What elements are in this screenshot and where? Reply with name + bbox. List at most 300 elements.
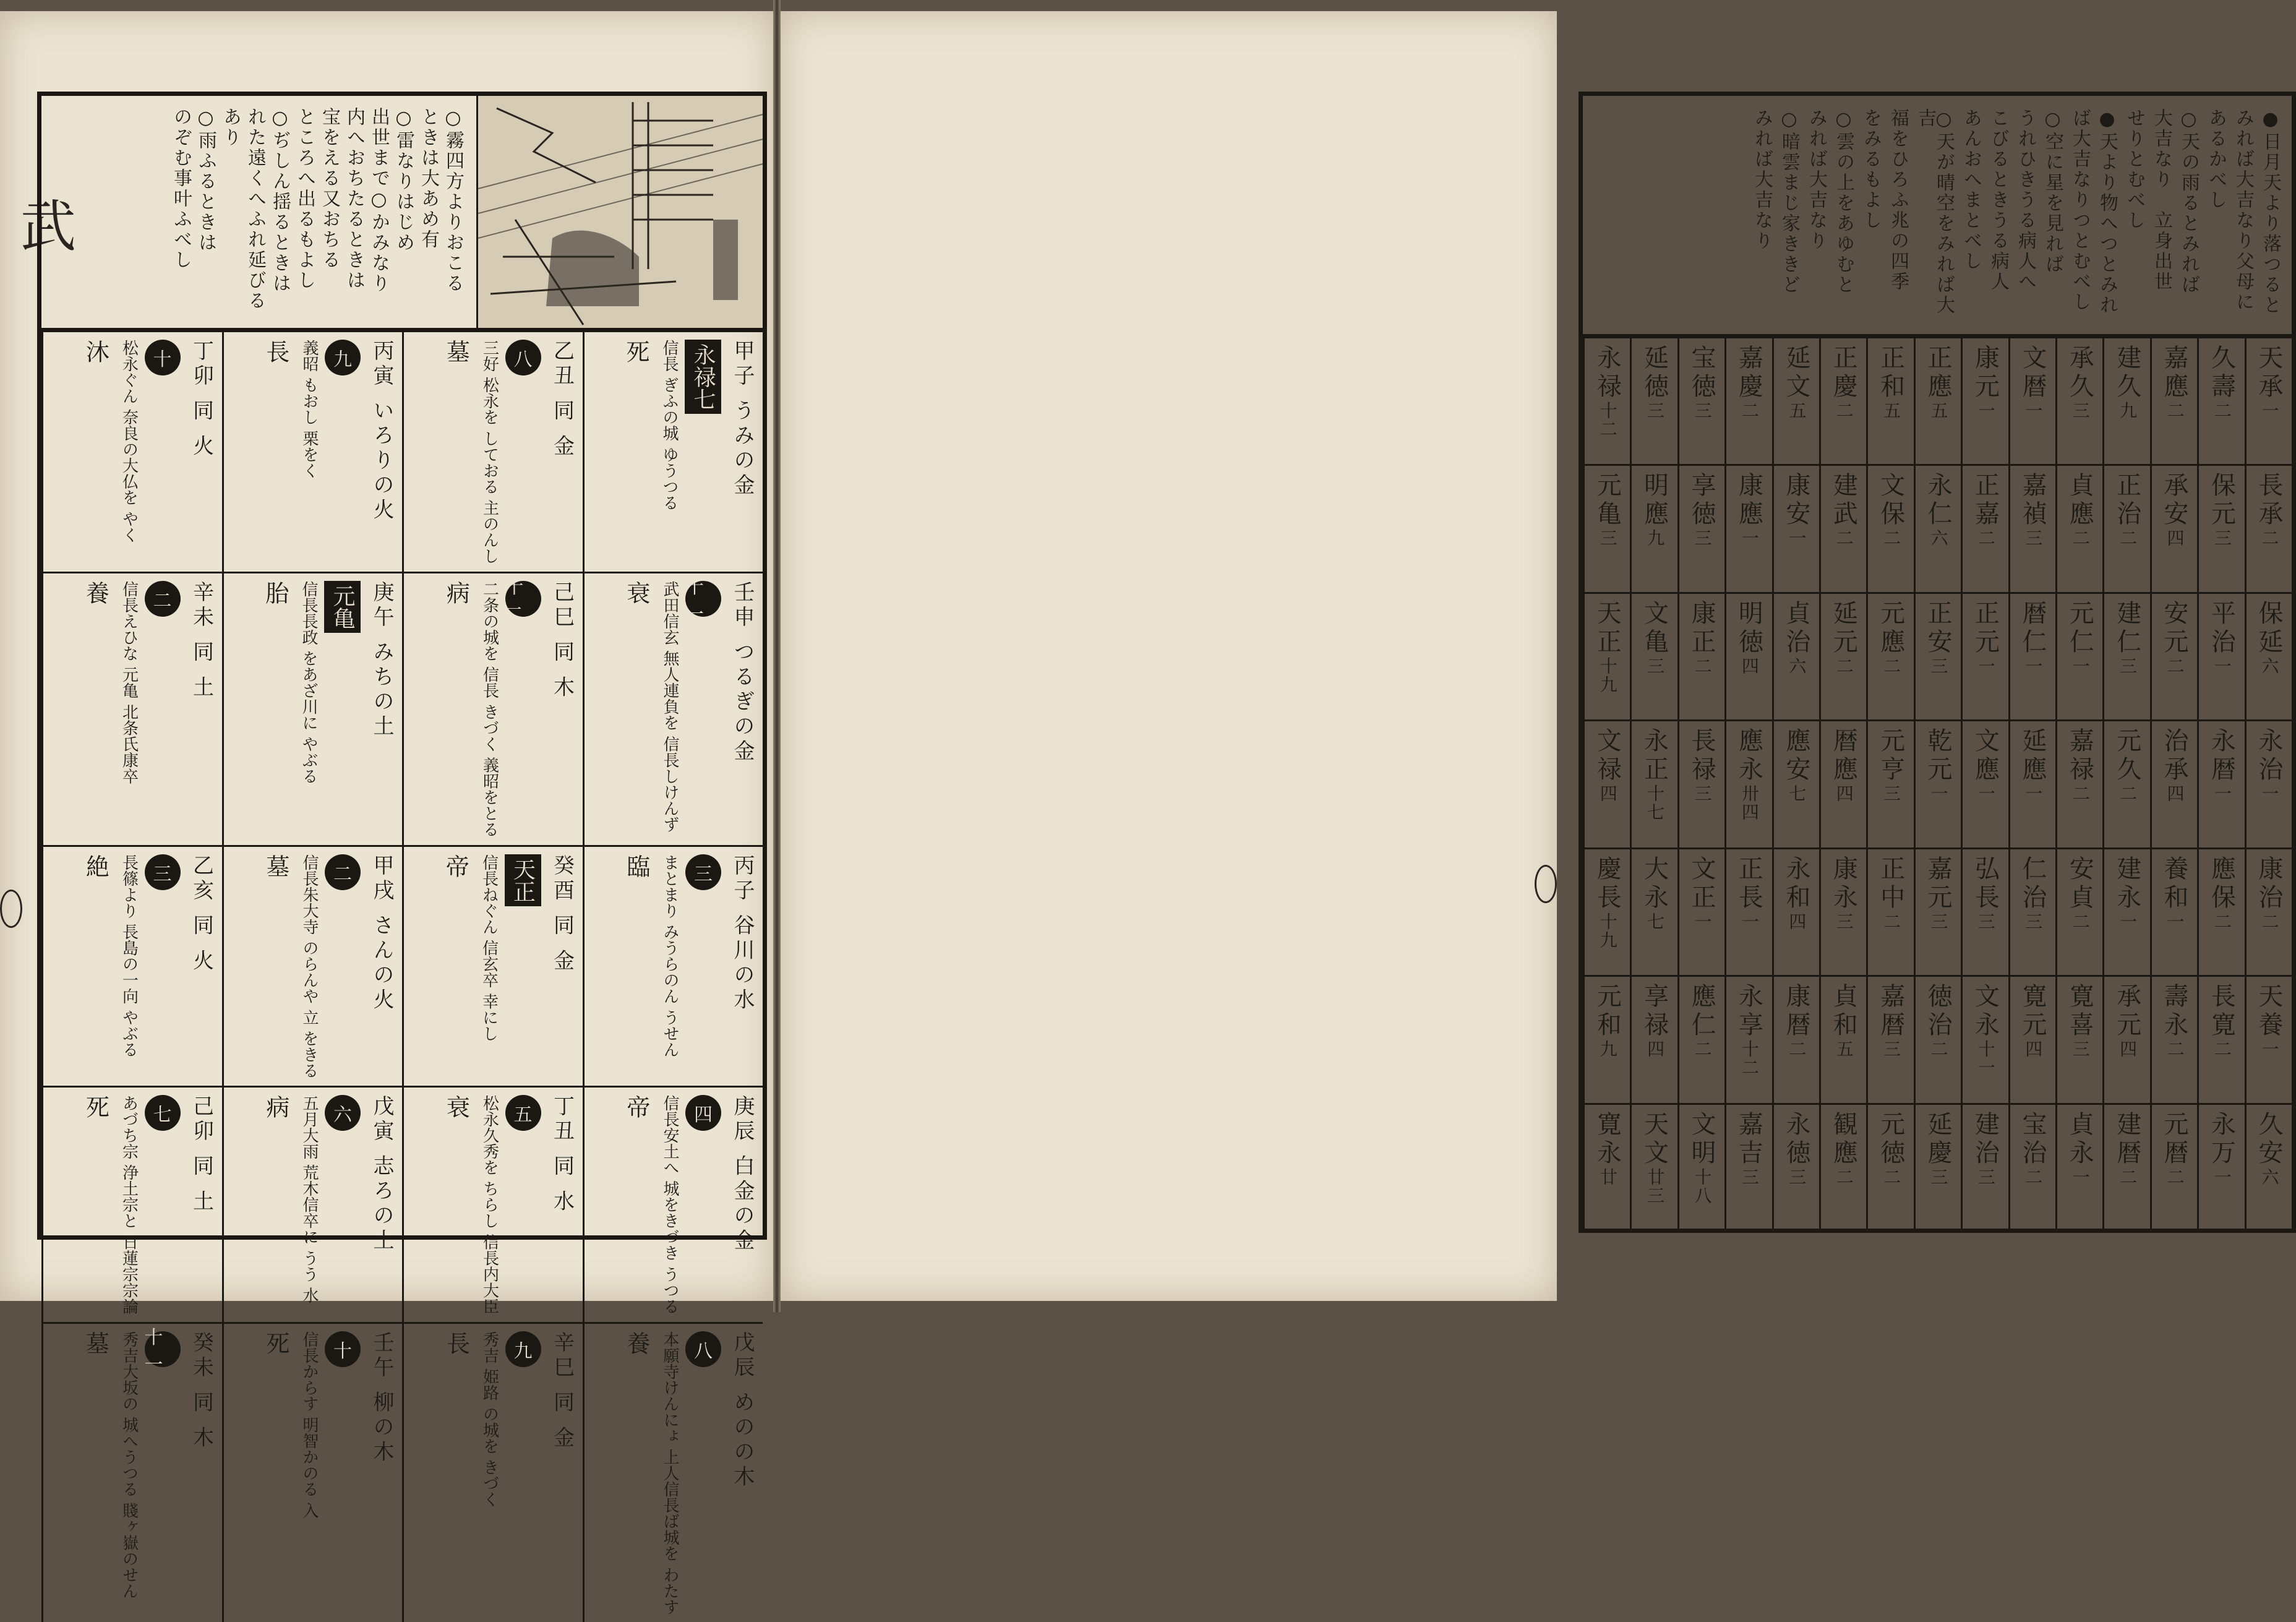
cell-note: 武田信玄 無人連負を 信長しけんず — [661, 580, 679, 833]
era-years: 四 — [2164, 784, 2185, 804]
era-years: 一 — [1928, 784, 1949, 804]
era-years: 四 — [2023, 1040, 2044, 1059]
era-years: 十九 — [1597, 656, 1618, 694]
cell-stage: 養 — [82, 580, 109, 604]
era-cell — [1914, 1103, 1961, 1230]
era-cell — [1819, 847, 1866, 975]
cell-ganzhi: 丁丑 同 水 — [549, 1095, 575, 1216]
dream-omen-line: あるかべし — [2205, 108, 2227, 210]
era-name: 大永 — [1640, 855, 1669, 912]
era-name: 永万 — [2207, 1110, 2236, 1168]
era-cell — [2150, 1103, 2197, 1230]
era-cell — [2055, 719, 2102, 847]
era-years: 二 — [1928, 1040, 1949, 1059]
era-years: 二 — [2117, 1167, 2138, 1186]
era-name: 安元 — [2160, 599, 2189, 657]
era-years: 一 — [2023, 401, 2044, 420]
era-cell — [1724, 464, 1771, 591]
dream-omen-line: こびるときうる病人 — [1987, 108, 2009, 292]
cell-note: 信長安土へ 城をきづき うつる — [661, 1095, 679, 1315]
era-cell — [2102, 1103, 2149, 1230]
era-cell — [1866, 337, 1913, 464]
cell-stage: 臨 — [622, 854, 650, 878]
era-years: 一 — [2259, 401, 2280, 420]
era-name: 嘉禄 — [2065, 727, 2094, 785]
era-cell — [1866, 464, 1913, 591]
era-years: 三 — [1692, 401, 1713, 420]
era-name: 弘長 — [1971, 855, 2000, 912]
era-name: 康治 — [2254, 855, 2283, 912]
era-years: 一 — [2211, 784, 2232, 804]
cell-header — [325, 340, 361, 564]
era-name: 正安 — [1924, 599, 1953, 657]
era-name: 康永 — [1829, 855, 1858, 912]
era-name: 文禄 — [1593, 727, 1622, 785]
era-name: 仁治 — [2018, 855, 2047, 912]
cell-note: 義昭 もおし 栗をく — [300, 340, 319, 479]
era-years: 一 — [1739, 912, 1760, 931]
cell-header — [505, 1331, 541, 1615]
era-years: 二 — [1833, 529, 1854, 548]
era-cell — [1630, 847, 1677, 975]
cell-stage: 養 — [622, 1331, 650, 1355]
era-name-grid — [1583, 337, 2292, 1230]
cell-stage: 長 — [442, 1331, 470, 1355]
dream-omen-line: 大吉なり 立身出世 — [2151, 108, 2172, 292]
era-name: 文明 — [1687, 1110, 1716, 1168]
calendar-cell — [402, 845, 583, 1086]
era-years: 一 — [2211, 656, 2232, 676]
era-cell — [2197, 847, 2244, 975]
era-name: 観應 — [1829, 1110, 1858, 1168]
cell-header — [145, 340, 181, 564]
era-years: 一 — [1692, 912, 1713, 931]
era-cell — [1583, 719, 1630, 847]
era-cell — [1961, 592, 2008, 719]
era-cell — [1630, 337, 1677, 464]
era-years: 二 — [1692, 656, 1713, 676]
era-cell — [1866, 1103, 1913, 1230]
cell-stage: 衰 — [622, 580, 650, 604]
omen-line: ときは大あめ有 — [418, 107, 439, 250]
calendar-cell — [41, 845, 222, 1086]
era-years: 二 — [1786, 1040, 1807, 1059]
era-years: 十九 — [1597, 912, 1618, 950]
year-number-badge: 六 — [325, 1095, 361, 1131]
era-years: 四 — [1597, 784, 1618, 804]
cell-ganzhi: 己巳 同 木 — [549, 580, 575, 701]
cell-stage: 長 — [262, 340, 289, 363]
era-years: 十八 — [1692, 1167, 1713, 1205]
era-years: 五 — [1928, 401, 1949, 420]
cell-ganzhi: 丁卯 同 火 — [189, 340, 214, 460]
era-cell — [2055, 337, 2102, 464]
year-number-badge: 三 — [685, 854, 721, 890]
year-number-badge: 十二 — [505, 581, 541, 617]
era-cell — [1866, 975, 1913, 1102]
era-name: 文應 — [1971, 727, 2000, 785]
era-years: 三 — [1692, 784, 1713, 804]
era-cell — [2197, 464, 2244, 591]
era-years: 一 — [2070, 656, 2091, 676]
omen-line: 宝をえる又おちる — [319, 107, 340, 270]
era-name: 享禄 — [1640, 983, 1669, 1041]
era-cell — [2245, 719, 2292, 847]
era-cell — [2245, 847, 2292, 975]
left-page — [0, 11, 773, 1615]
year-number-badge: 八 — [505, 340, 541, 375]
era-cell — [2197, 1103, 2244, 1230]
era-cell — [1724, 337, 1771, 464]
year-number-badge: 八 — [685, 1331, 721, 1367]
era-years: 三 — [2117, 656, 2138, 676]
era-name: 嘉慶 — [1734, 345, 1763, 401]
cell-ganzhi: 癸未 同 木 — [189, 1331, 214, 1451]
era-name: 宝治 — [2018, 1110, 2047, 1168]
omen-line: ○ぢしん揺るときは — [269, 107, 291, 294]
era-years: 二 — [2211, 401, 2232, 420]
era-cell — [1914, 464, 1961, 591]
era-years: 六 — [2259, 1167, 2280, 1186]
cell-stage: 病 — [262, 1095, 289, 1119]
era-years: 二 — [2070, 912, 2091, 931]
era-name: 養和 — [2160, 855, 2189, 912]
era-name: 正和 — [1876, 345, 1905, 401]
cell-ganzhi: 癸酉 同 金 — [549, 854, 575, 974]
era-years: 一 — [1975, 656, 1996, 676]
era-cell — [1677, 1103, 1724, 1230]
era-name: 應仁 — [1687, 983, 1716, 1041]
era-years: 三 — [2023, 912, 2044, 931]
era-years: 五 — [1786, 401, 1807, 420]
lightning-illustration-image — [478, 96, 763, 328]
era-name: 貞和 — [1829, 983, 1858, 1041]
era-cell — [2150, 592, 2197, 719]
calendar-cell — [222, 1086, 403, 1322]
binding-hole — [0, 890, 22, 928]
era-years: 二 — [2164, 401, 2185, 420]
era-cell — [2102, 337, 2149, 464]
year-number-badge: 十 — [325, 1331, 361, 1367]
calendar-cell — [41, 1322, 222, 1622]
era-years: 三 — [1786, 1167, 1807, 1186]
era-cell — [1914, 337, 1961, 464]
era-name: 貞治 — [1781, 599, 1810, 657]
era-name: 永禄 — [1593, 345, 1622, 401]
era-name: 宝徳 — [1687, 345, 1716, 401]
cell-stage: 沐 — [82, 340, 109, 363]
era-cell — [1724, 719, 1771, 847]
era-name: 延慶 — [1924, 1110, 1953, 1168]
cell-stage: 絶 — [82, 854, 109, 878]
era-cell — [1772, 1103, 1819, 1230]
era-years: 五 — [1881, 401, 1902, 420]
era-name: 建仁 — [2112, 599, 2141, 657]
era-cell — [1961, 464, 2008, 591]
era-cell — [2008, 847, 2055, 975]
cell-header — [685, 576, 721, 838]
cell-stage: 死 — [262, 1331, 289, 1355]
era-name: 永仁 — [1924, 472, 1953, 530]
era-cell — [1583, 847, 1630, 975]
era-cell — [1772, 847, 1819, 975]
year-number-badge: 二 — [145, 581, 181, 617]
era-name: 承安 — [2160, 472, 2189, 530]
cell-note: 信長からす 明智かのる 入 — [300, 1331, 319, 1519]
era-name: 長承 — [2254, 472, 2283, 530]
cell-note: 本願寺けんにょ 上人信長ば城を わたす — [661, 1331, 679, 1615]
era-cell — [1772, 337, 1819, 464]
year-number-badge: 九 — [505, 1331, 541, 1367]
era-years: 四 — [1739, 656, 1760, 676]
era-years: 三 — [1645, 656, 1666, 676]
era-name: 永暦 — [2207, 727, 2236, 785]
era-name: 明徳 — [1734, 599, 1763, 657]
era-name: 建治 — [1971, 1110, 2000, 1168]
era-cell — [1724, 592, 1771, 719]
cell-note: 三好 松永を しておる 主のんし — [480, 340, 499, 564]
era-cell — [2008, 719, 2055, 847]
era-name: 康安 — [1781, 472, 1810, 530]
omen-line: ○雨ふるときは — [195, 107, 216, 253]
cell-header — [325, 854, 361, 1079]
era-years: 三 — [2070, 1040, 2091, 1059]
era-cell — [1677, 719, 1724, 847]
era-years: 廿三 — [1645, 1167, 1666, 1205]
calendar-cell — [583, 330, 763, 572]
era-name: 正應 — [1924, 345, 1953, 401]
era-name: 保元 — [2207, 472, 2236, 530]
era-cell — [2245, 975, 2292, 1102]
era-name: 正嘉 — [1971, 472, 2000, 530]
era-cell — [2102, 719, 2149, 847]
era-cell — [2245, 337, 2292, 464]
omen-text-block — [60, 107, 462, 317]
cell-note: 秀吉大坂の 城へうつる 賤ヶ嶽のせん — [119, 1331, 139, 1599]
era-years: 二 — [2164, 1040, 2185, 1059]
era-years: 六 — [2259, 656, 2280, 676]
era-cell — [2102, 975, 2149, 1102]
era-cell — [2102, 592, 2149, 719]
era-cell — [1677, 592, 1724, 719]
omen-line: あり — [220, 107, 241, 148]
cell-note: あづち宗 浄土宗と 日蓮宗宗論 — [119, 1095, 139, 1315]
era-years: 二 — [2259, 529, 2280, 548]
cell-header — [505, 576, 541, 838]
era-cell — [1819, 337, 1866, 464]
era-years: 三 — [1692, 529, 1713, 548]
cell-ganzhi: 庚午 みちの土 — [369, 580, 394, 740]
dream-omen-line: ○天の雨るとみれば — [2178, 108, 2200, 295]
cell-note: 信長えひな 元亀 北条氏康卒 — [119, 580, 139, 784]
era-cell — [2008, 975, 2055, 1102]
era-name: 治承 — [2160, 727, 2189, 785]
right-frame — [1578, 92, 2296, 1233]
era-years: 二 — [1975, 529, 1996, 548]
era-name: 慶長 — [1593, 855, 1622, 912]
era-name: 正慶 — [1829, 345, 1858, 401]
era-cell — [2197, 719, 2244, 847]
era-years: 二 — [2164, 656, 2185, 676]
year-number-badge: 十一 — [685, 581, 721, 617]
omen-line: れた遠くへふれ延びる — [244, 107, 266, 311]
cell-note: 五月大雨 荒木信卒に うう 水 — [300, 1095, 319, 1304]
era-name: 元仁 — [2065, 599, 2094, 657]
cell-header — [685, 854, 721, 1079]
era-years: 六 — [1786, 656, 1807, 676]
calendar-cell — [222, 572, 403, 845]
cell-ganzhi: 辛未 同 土 — [189, 580, 214, 701]
calendar-cell — [583, 845, 763, 1086]
era-cell — [1630, 1103, 1677, 1230]
era-years: 二 — [1881, 1167, 1902, 1186]
era-cell — [1914, 847, 1961, 975]
era-name: 永享 — [1734, 983, 1763, 1041]
calendar-cell — [583, 1086, 763, 1322]
era-name: 建武 — [1829, 472, 1858, 530]
era-name: 康正 — [1687, 599, 1716, 657]
era-cell — [2102, 847, 2149, 975]
cell-note: 信長ねぐん 信玄卒 幸にし — [479, 854, 499, 1042]
cell-ganzhi: 庚辰 白金の金 — [730, 1095, 755, 1255]
year-number-badge: 三 — [145, 854, 181, 890]
era-name: 天養 — [2254, 983, 2283, 1041]
era-cell — [2008, 337, 2055, 464]
era-years: 二 — [1881, 912, 1902, 931]
era-name: 天承 — [2254, 345, 2283, 401]
calendar-cell — [583, 1322, 763, 1622]
era-name: 長禄 — [1687, 727, 1716, 785]
cell-note: 信長朱大寺 のらんや 立 をきる — [300, 854, 319, 1079]
era-cell — [2008, 1103, 2055, 1230]
era-name: 文保 — [1876, 472, 1905, 530]
era-name: 永徳 — [1781, 1110, 1810, 1168]
era-years: 四 — [1786, 912, 1807, 931]
cell-header — [144, 1326, 181, 1615]
cell-header — [145, 854, 181, 1079]
era-years: 三 — [1928, 656, 1949, 676]
cell-stage: 病 — [442, 580, 470, 604]
era-cell — [1630, 975, 1677, 1102]
era-cell — [1630, 592, 1677, 719]
era-name: 徳治 — [1924, 983, 1953, 1041]
era-years: 二 — [2211, 1040, 2232, 1059]
cell-ganzhi: 丙子 谷川の水 — [730, 854, 755, 1013]
era-name: 應安 — [1781, 727, 1810, 785]
era-years: 十二 — [1597, 401, 1618, 439]
cell-ganzhi: 乙丑 同 金 — [549, 340, 575, 460]
era-years: 五 — [1833, 1040, 1854, 1059]
calendar-cell — [41, 1086, 222, 1322]
era-cell — [2055, 847, 2102, 975]
cell-header — [685, 340, 721, 564]
dream-omen-line: みれば大吉なり — [1751, 108, 1773, 251]
era-years: 一 — [1739, 529, 1760, 548]
era-years: 四 — [1645, 1040, 1666, 1059]
cell-note: 松永ぐん 奈良の大仏を やく — [119, 340, 139, 543]
era-name: 承久 — [2065, 345, 2094, 401]
era-years: 一 — [2211, 1167, 2232, 1186]
era-name: 康暦 — [1781, 983, 1810, 1041]
cell-note: 二条の城を 信長 きづく 義昭をとる — [480, 580, 499, 838]
cell-ganzhi: 戊寅 志ろの土 — [369, 1095, 394, 1255]
cell-ganzhi: 乙亥 同 火 — [189, 854, 214, 974]
cell-header — [685, 1331, 721, 1615]
era-cell — [1583, 592, 1630, 719]
era-cell — [2150, 975, 2197, 1102]
dream-omen-line: みれば大吉なり父母に — [2232, 108, 2254, 312]
era-cell — [1866, 719, 1913, 847]
era-cell — [2245, 464, 2292, 591]
era-years: 一 — [2023, 656, 2044, 676]
era-name: 長寛 — [2207, 983, 2236, 1041]
era-cell — [1819, 1103, 1866, 1230]
era-cell — [1724, 975, 1771, 1102]
era-cell — [1630, 464, 1677, 591]
cell-ganzhi: 辛巳 同 金 — [549, 1331, 575, 1451]
era-years: 一 — [2259, 1040, 2280, 1059]
cell-ganzhi: 壬申 つるぎの金 — [730, 580, 755, 765]
era-years: 三 — [2211, 529, 2232, 548]
cell-stage: 帝 — [622, 1095, 650, 1119]
era-name: 元和 — [1593, 983, 1622, 1041]
era-years: 二 — [2070, 529, 2091, 548]
era-cell — [2008, 464, 2055, 591]
cell-stage: 墓 — [442, 340, 470, 363]
era-years: 一 — [2070, 1167, 2091, 1186]
era-cell — [2197, 592, 2244, 719]
calendar-cell — [41, 330, 222, 572]
dream-omen-line: 福をひろふ兆の四季 — [1887, 108, 1909, 292]
calendar-cell — [402, 1086, 583, 1322]
era-name: 乾元 — [1924, 727, 1953, 785]
calendar-cell — [402, 330, 583, 572]
era-name: 延應 — [2018, 727, 2047, 785]
binding-hole — [1535, 865, 1557, 903]
era-years: 三 — [1597, 529, 1618, 548]
era-cell — [2055, 975, 2102, 1102]
era-years: 七 — [1645, 912, 1666, 931]
era-name: 暦應 — [1829, 727, 1858, 785]
omen-line: ○雷なりはじめ — [393, 107, 414, 253]
era-name: 康應 — [1734, 472, 1763, 530]
era-cell — [1583, 975, 1630, 1102]
era-years: 三 — [1928, 912, 1949, 931]
era-cell — [1961, 975, 2008, 1102]
era-name: 元徳 — [1876, 1110, 1905, 1168]
era-years: 一 — [2023, 784, 2044, 804]
era-years: 十七 — [1645, 784, 1666, 822]
era-name: 建久 — [2112, 345, 2141, 401]
era-cell — [1914, 592, 1961, 719]
era-name: 元亨 — [1876, 727, 1905, 785]
omen-line: 出世まで○かみなり — [368, 107, 390, 294]
era-years: 三 — [1645, 401, 1666, 420]
calendar-grid — [41, 330, 763, 1615]
cell-ganzhi: 甲戌 さんの火 — [369, 854, 394, 1013]
era-name: 延徳 — [1640, 345, 1669, 401]
era-cell — [2245, 592, 2292, 719]
cell-note: 秀吉 姫路 の城を きづく — [480, 1331, 499, 1508]
cell-note: 長篠より 長島の一向 やぶる — [119, 854, 139, 1058]
era-cell — [2150, 719, 2197, 847]
dream-omen-line: みれば大吉なり — [1806, 108, 1827, 251]
dream-omen-line: せりとむべし — [2123, 108, 2145, 231]
era-cell — [2150, 464, 2197, 591]
era-name: 明應 — [1640, 472, 1669, 530]
era-years: 二 — [2259, 912, 2280, 931]
cell-stage: 衰 — [442, 1095, 470, 1119]
